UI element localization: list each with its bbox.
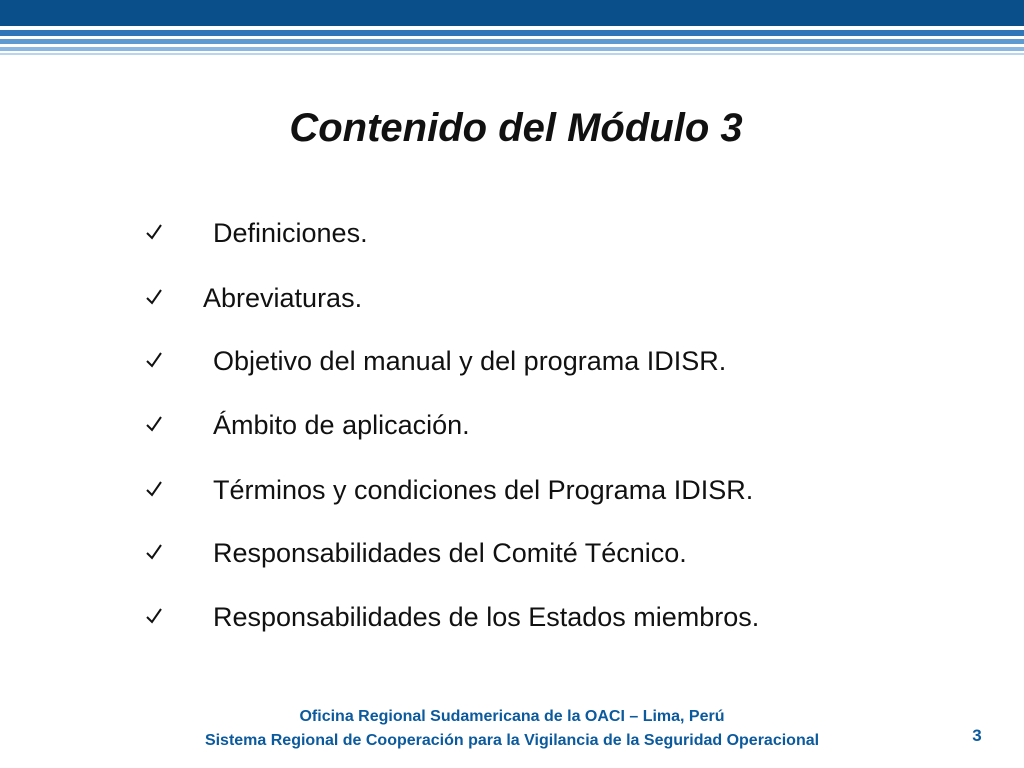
bullet-item bbox=[0, 600, 1024, 640]
checkmark-icon bbox=[144, 542, 164, 562]
page-number: 3 bbox=[972, 726, 982, 745]
bullet-item bbox=[0, 536, 1024, 576]
bullet-item bbox=[0, 344, 1024, 384]
checkmark-icon bbox=[144, 222, 164, 242]
checkmark-icon bbox=[144, 479, 164, 499]
footer-system-name: Sistema Regional de Cooperación para la Vigilancia de la Seguridad Operacional bbox=[204, 732, 820, 749]
bullet-text: Términos y condiciones del Programa IDISR. bbox=[213, 475, 754, 505]
bullet-item bbox=[0, 281, 1024, 321]
bullet-item bbox=[0, 216, 1024, 256]
footer-office-name: Oficina Regional Sudamericana de la OACI – Lima, Perú bbox=[299, 708, 725, 725]
bullet-text: Responsabilidades de los Estados miembros. bbox=[213, 602, 760, 632]
bullet-text: Abreviaturas. bbox=[203, 283, 363, 313]
slide-title: Contenido del Módulo 3 bbox=[289, 106, 743, 150]
checkmark-icon bbox=[144, 350, 164, 370]
checkmark-icon bbox=[144, 606, 164, 626]
bullet-text: Definiciones. bbox=[213, 218, 368, 248]
bullet-text: Ámbito de aplicación. bbox=[213, 410, 470, 440]
checkmark-icon bbox=[144, 287, 164, 307]
checkmark-icon bbox=[144, 414, 164, 434]
bullet-text: Objetivo del manual y del programa IDISR. bbox=[213, 346, 727, 376]
bullet-item bbox=[0, 408, 1024, 448]
bullet-item bbox=[0, 473, 1024, 513]
bullet-text: Responsabilidades del Comité Técnico. bbox=[213, 538, 687, 568]
